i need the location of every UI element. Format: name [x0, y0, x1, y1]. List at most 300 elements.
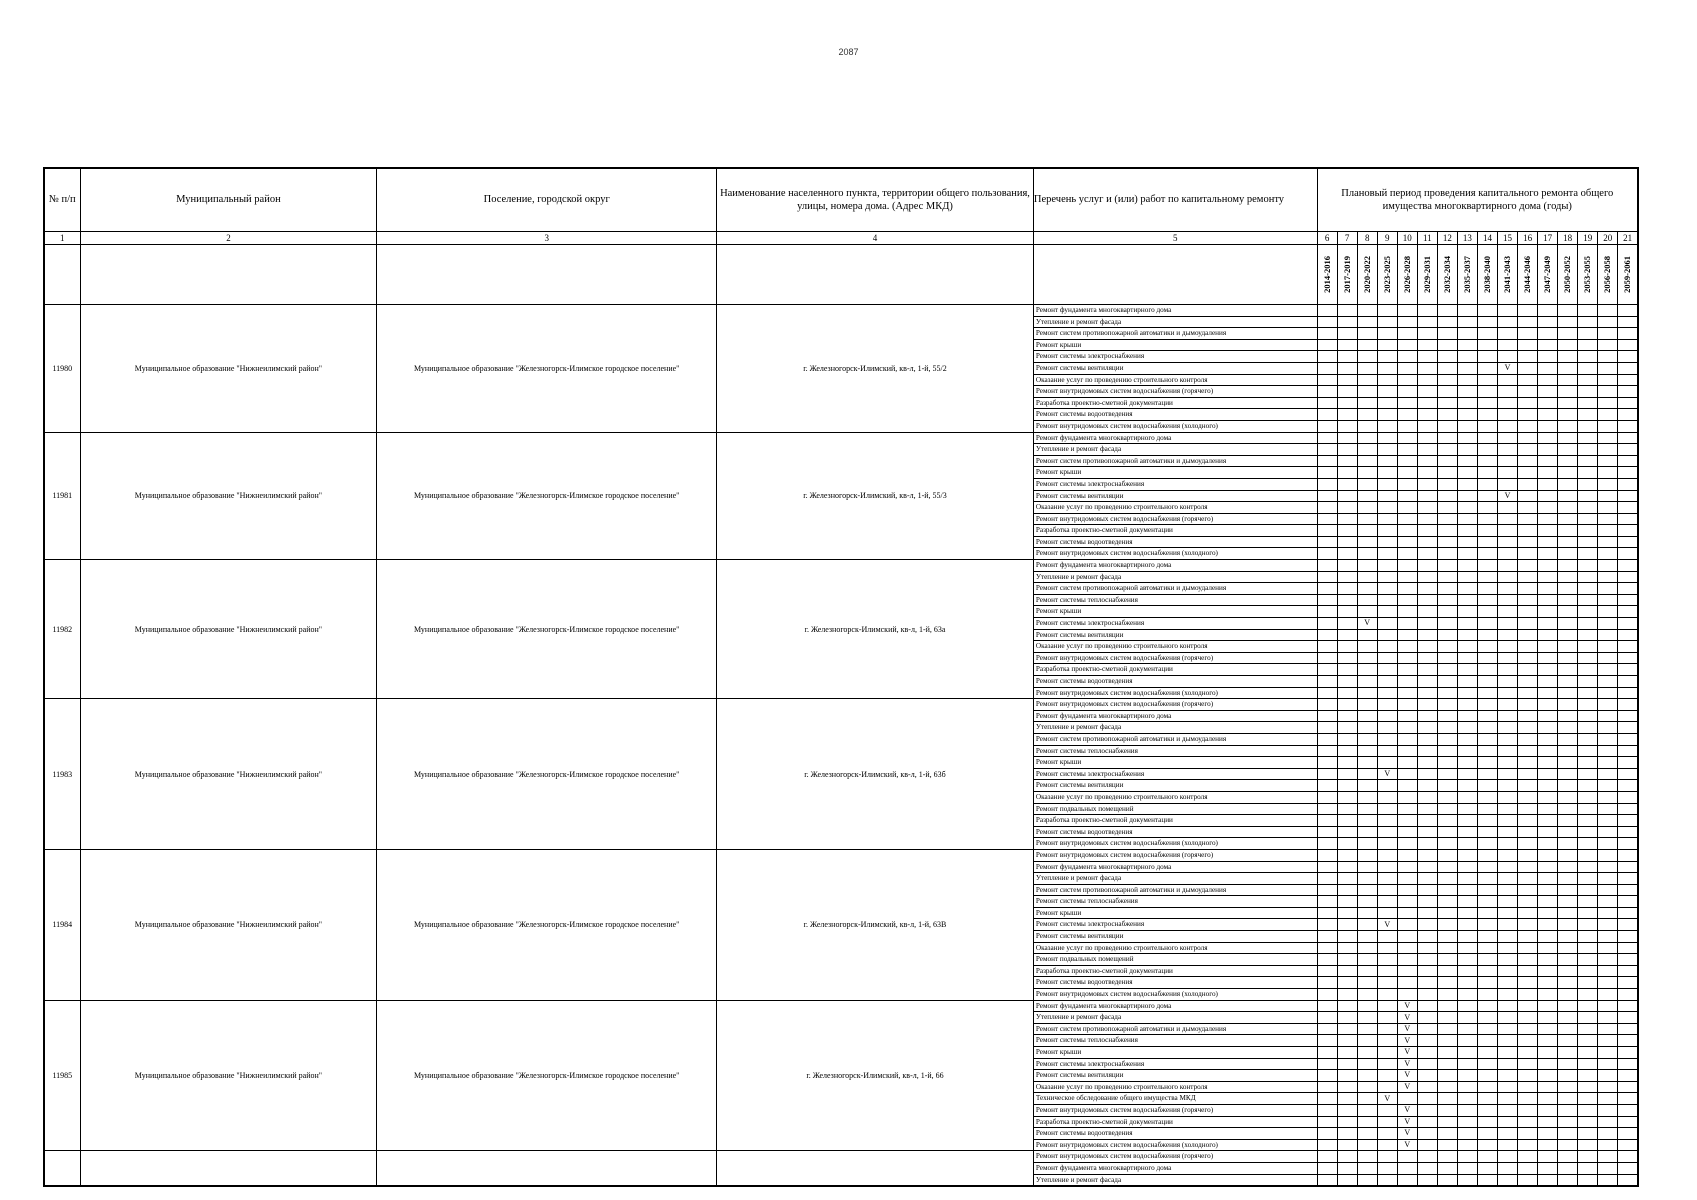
period-cell — [1578, 757, 1598, 769]
period-cell — [1558, 444, 1578, 456]
period-cell — [1558, 478, 1578, 490]
period-cell — [1558, 351, 1578, 363]
period-cell — [1357, 397, 1377, 409]
period-cell — [1578, 629, 1598, 641]
period-cell — [1357, 571, 1377, 583]
period-cell — [1377, 1035, 1397, 1047]
period-cell — [1498, 351, 1518, 363]
period-cell — [1598, 687, 1618, 699]
period-cell — [1498, 536, 1518, 548]
column-number: 11 — [1417, 232, 1437, 245]
period-cell — [1618, 861, 1638, 873]
period-cell — [1337, 1070, 1357, 1082]
period-cell — [1337, 803, 1357, 815]
period-cell — [1477, 1000, 1497, 1012]
period-cell — [1558, 432, 1578, 444]
period-cell — [1558, 1070, 1578, 1082]
work-name: Ремонт фундамента многоквартирного дома — [1033, 305, 1317, 317]
period-cell — [1558, 954, 1578, 966]
period-cell — [1578, 328, 1598, 340]
period-cell — [1417, 1035, 1437, 1047]
period-cell — [1558, 386, 1578, 398]
period-cell — [1477, 513, 1497, 525]
period-cell — [1477, 490, 1497, 502]
period-cell — [1558, 826, 1578, 838]
record-district — [80, 1151, 377, 1186]
period-cell — [1498, 1128, 1518, 1140]
period-cell — [1437, 896, 1457, 908]
period-cell — [1518, 815, 1538, 827]
period-cell — [1337, 907, 1357, 919]
period-cell — [1357, 815, 1377, 827]
work-name: Оказание услуг по проведению строительного контроля — [1033, 641, 1317, 653]
record-settlement: Муниципальное образование "Железногорск-Илимское городское поселение" — [377, 432, 717, 560]
period-cell — [1397, 525, 1417, 537]
period-cell — [1618, 1012, 1638, 1024]
period-cell — [1437, 536, 1457, 548]
period-cell — [1598, 513, 1618, 525]
period-cell — [1618, 722, 1638, 734]
period-cell — [1437, 1047, 1457, 1059]
period-cell — [1437, 873, 1457, 885]
period-cell — [1618, 1023, 1638, 1035]
period-cell — [1598, 1139, 1618, 1151]
work-name: Ремонт подвальных помещений — [1033, 803, 1317, 815]
period-cell — [1518, 478, 1538, 490]
period-cell — [1518, 351, 1538, 363]
period-cell — [1578, 467, 1598, 479]
period-cell — [1558, 1093, 1578, 1105]
period-cell — [1397, 328, 1417, 340]
period-cell — [1357, 502, 1377, 514]
period-cell — [1457, 641, 1477, 653]
period-cell — [1498, 513, 1518, 525]
period-cell — [1538, 455, 1558, 467]
period-cell — [1337, 977, 1357, 989]
period-cell — [1457, 618, 1477, 630]
period-cell — [1397, 490, 1417, 502]
period-cell — [1477, 1162, 1497, 1174]
period-cell — [1357, 513, 1377, 525]
record-address: г. Железногорск-Илимский, кв-л, 1-й, 63В — [717, 849, 1034, 1000]
period-cell — [1538, 977, 1558, 989]
period-cell — [1357, 699, 1377, 711]
period-cell — [1518, 780, 1538, 792]
period-cell — [1317, 1070, 1337, 1082]
planned-mark: V — [1404, 1070, 1411, 1080]
period-cell — [1317, 919, 1337, 931]
period-cell — [1558, 757, 1578, 769]
period-cell — [1598, 1070, 1618, 1082]
period-cell — [1598, 652, 1618, 664]
period-label: 2059-2061 — [1622, 256, 1633, 293]
period-cell — [1337, 490, 1357, 502]
period-cell — [1538, 791, 1558, 803]
period-cell — [1558, 931, 1578, 943]
period-cell — [1357, 1128, 1377, 1140]
period-cell — [1618, 525, 1638, 537]
period-cell — [1457, 989, 1477, 1001]
period-cell — [1417, 594, 1437, 606]
period-cell — [1498, 560, 1518, 572]
period-cell — [1457, 907, 1477, 919]
work-name: Ремонт внутридомовых систем водоснабжения (горячего) — [1033, 699, 1317, 711]
period-cell — [1417, 502, 1437, 514]
period-cell — [1337, 873, 1357, 885]
period-cell — [1437, 305, 1457, 317]
period-cell — [1538, 328, 1558, 340]
work-name: Ремонт системы теплоснабжения — [1033, 1035, 1317, 1047]
period-cell — [1357, 583, 1377, 595]
period-cell — [1317, 664, 1337, 676]
period-cell — [1337, 525, 1357, 537]
work-name: Ремонт фундамента многоквартирного дома — [1033, 432, 1317, 444]
period-cell — [1477, 1093, 1497, 1105]
period-cell — [1377, 815, 1397, 827]
period-cell — [1578, 1162, 1598, 1174]
period-cell — [1417, 397, 1437, 409]
period-cell — [1357, 1023, 1377, 1035]
period-cell — [1357, 1162, 1377, 1174]
period-cell — [1457, 1151, 1477, 1163]
period-cell — [1397, 745, 1417, 757]
period-cell — [1377, 826, 1397, 838]
work-name: Разработка проектно-сметной документации — [1033, 397, 1317, 409]
period-cell — [1397, 1012, 1417, 1024]
period-cell — [1578, 664, 1598, 676]
period-cell — [1417, 733, 1437, 745]
period-cell — [1498, 444, 1518, 456]
period-cell — [1538, 942, 1558, 954]
period-cell — [1578, 478, 1598, 490]
period-cell — [1618, 907, 1638, 919]
period-cell — [1498, 432, 1518, 444]
period-cell — [1498, 1012, 1518, 1024]
period-cell — [1377, 1047, 1397, 1059]
period-cell — [1417, 722, 1437, 734]
period-header — [1498, 245, 1518, 305]
period-cell — [1518, 1058, 1538, 1070]
period-cell — [1558, 328, 1578, 340]
period-cell — [1558, 594, 1578, 606]
period-cell — [1377, 873, 1397, 885]
period-cell — [1477, 1174, 1497, 1186]
period-cell — [1457, 664, 1477, 676]
column-number: 6 — [1317, 232, 1337, 245]
period-cell — [1457, 1128, 1477, 1140]
period-cell — [1377, 710, 1397, 722]
period-cell — [1317, 873, 1337, 885]
column-number: 21 — [1618, 232, 1638, 245]
period-cell — [1457, 339, 1477, 351]
period-cell — [1357, 467, 1377, 479]
period-cell — [1618, 1128, 1638, 1140]
period-cell — [1457, 420, 1477, 432]
period-cell — [1618, 618, 1638, 630]
period-cell — [1598, 849, 1618, 861]
period-cell — [1457, 1000, 1477, 1012]
period-cell — [1317, 386, 1337, 398]
period-cell — [1457, 1023, 1477, 1035]
period-cell — [1477, 954, 1497, 966]
work-name: Ремонт системы электроснабжения — [1033, 478, 1317, 490]
period-cell — [1578, 362, 1598, 374]
period-cell — [1457, 1104, 1477, 1116]
period-cell — [1417, 1093, 1437, 1105]
period-cell — [1457, 1012, 1477, 1024]
period-cell — [1397, 965, 1417, 977]
period-cell — [1518, 374, 1538, 386]
period-cell — [1357, 1151, 1377, 1163]
work-name: Ремонт внутридомовых систем водоснабжения (горячего) — [1033, 1151, 1317, 1163]
period-cell — [1498, 571, 1518, 583]
period-cell — [1457, 1093, 1477, 1105]
period-cell — [1437, 745, 1457, 757]
period-cell — [1498, 1104, 1518, 1116]
period-cell — [1498, 1000, 1518, 1012]
planned-mark: V — [1364, 618, 1371, 628]
period-cell — [1317, 768, 1337, 780]
period-cell — [1598, 989, 1618, 1001]
planned-mark: V — [1504, 490, 1511, 500]
work-name: Ремонт систем противопожарной автоматики и дымоудаления — [1033, 455, 1317, 467]
period-cell — [1598, 1035, 1618, 1047]
period-cell — [1337, 733, 1357, 745]
period-cell — [1518, 490, 1538, 502]
period-cell — [1397, 780, 1417, 792]
period-cell — [1457, 687, 1477, 699]
period-cell — [1397, 513, 1417, 525]
period-cell — [1457, 606, 1477, 618]
work-name: Ремонт системы водоотведения — [1033, 977, 1317, 989]
period-cell — [1498, 1058, 1518, 1070]
period-cell — [1357, 664, 1377, 676]
period-cell — [1578, 397, 1598, 409]
period-cell — [1437, 513, 1457, 525]
work-name: Ремонт внутридомовых систем водоснабжения (холодного) — [1033, 420, 1317, 432]
period-header — [1558, 245, 1578, 305]
work-name: Утепление и ремонт фасада — [1033, 1012, 1317, 1024]
period-cell — [1357, 374, 1377, 386]
period-cell — [1357, 791, 1377, 803]
period-cell — [1558, 768, 1578, 780]
period-cell — [1377, 478, 1397, 490]
period-cell — [1397, 420, 1417, 432]
period-cell — [1457, 803, 1477, 815]
period-cell — [1498, 838, 1518, 850]
period-cell — [1618, 513, 1638, 525]
period-cell — [1337, 455, 1357, 467]
period-cell — [1558, 803, 1578, 815]
period-cell — [1457, 397, 1477, 409]
period-cell — [1598, 954, 1618, 966]
period-cell — [1457, 849, 1477, 861]
period-cell — [1618, 467, 1638, 479]
period-cell — [1377, 351, 1397, 363]
period-cell — [1317, 722, 1337, 734]
period-cell — [1538, 409, 1558, 421]
period-cell — [1397, 1162, 1417, 1174]
period-cell — [1337, 1116, 1357, 1128]
period-cell — [1618, 362, 1638, 374]
period-cell — [1558, 664, 1578, 676]
period-cell — [1518, 954, 1538, 966]
period-cell — [1457, 478, 1477, 490]
period-cell — [1357, 1104, 1377, 1116]
period-cell — [1337, 594, 1357, 606]
period-cell — [1518, 305, 1538, 317]
period-cell — [1437, 838, 1457, 850]
work-name: Ремонт системы электроснабжения — [1033, 351, 1317, 363]
period-label: 2053-2055 — [1582, 256, 1593, 293]
work-name: Утепление и ремонт фасада — [1033, 873, 1317, 885]
period-cell — [1477, 409, 1497, 421]
period-cell — [1457, 873, 1477, 885]
period-cell — [1518, 502, 1538, 514]
period-cell — [1598, 1151, 1618, 1163]
period-cell — [1518, 1139, 1538, 1151]
planned-mark: V — [1404, 1105, 1411, 1115]
period-cell — [1457, 571, 1477, 583]
period-cell — [1477, 351, 1497, 363]
work-row — [44, 560, 1638, 572]
work-name: Ремонт внутридомовых систем водоснабжения (горячего) — [1033, 513, 1317, 525]
period-cell — [1457, 490, 1477, 502]
period-cell — [1417, 1116, 1437, 1128]
period-cell — [1417, 861, 1437, 873]
planned-mark: V — [1384, 769, 1391, 779]
period-cell — [1538, 722, 1558, 734]
period-cell — [1498, 849, 1518, 861]
period-cell — [1498, 316, 1518, 328]
period-cell — [1357, 849, 1377, 861]
period-cell — [1397, 757, 1417, 769]
period-cell — [1518, 664, 1538, 676]
empty-header-cell — [44, 245, 80, 305]
period-cell — [1518, 629, 1538, 641]
period-cell — [1538, 432, 1558, 444]
period-cell — [1518, 1162, 1538, 1174]
period-cell — [1417, 455, 1437, 467]
period-cell — [1558, 502, 1578, 514]
period-cell — [1558, 316, 1578, 328]
period-cell — [1397, 478, 1417, 490]
period-cell — [1377, 362, 1397, 374]
period-cell — [1337, 409, 1357, 421]
period-cell — [1417, 757, 1437, 769]
period-cell — [1538, 1000, 1558, 1012]
period-cell — [1377, 664, 1397, 676]
period-cell — [1317, 849, 1337, 861]
record-number: 11984 — [44, 849, 80, 1000]
period-cell — [1397, 838, 1417, 850]
period-cell — [1498, 884, 1518, 896]
period-cell — [1337, 305, 1357, 317]
period-cell — [1518, 873, 1538, 885]
period-cell — [1417, 1081, 1437, 1093]
period-cell — [1357, 316, 1377, 328]
work-name: Ремонт системы электроснабжения — [1033, 618, 1317, 630]
period-cell — [1498, 525, 1518, 537]
record-district: Муниципальное образование "Нижнеилимский район" — [80, 699, 377, 850]
period-cell — [1457, 467, 1477, 479]
period-cell — [1538, 1081, 1558, 1093]
work-name: Ремонт системы водоотведения — [1033, 409, 1317, 421]
period-cell — [1317, 409, 1337, 421]
work-name: Разработка проектно-сметной документации — [1033, 525, 1317, 537]
period-cell — [1538, 849, 1558, 861]
period-cell — [1377, 583, 1397, 595]
period-cell — [1498, 791, 1518, 803]
planned-mark: V — [1404, 1047, 1411, 1057]
record-address: г. Железногорск-Илимский, кв-л, 1-й, 66 — [717, 1000, 1034, 1151]
period-cell — [1498, 942, 1518, 954]
period-cell — [1357, 977, 1377, 989]
period-cell — [1457, 1162, 1477, 1174]
period-cell — [1357, 1174, 1377, 1186]
period-cell — [1477, 444, 1497, 456]
period-cell — [1417, 699, 1437, 711]
period-cell — [1397, 919, 1417, 931]
period-cell — [1518, 467, 1538, 479]
period-cell — [1437, 525, 1457, 537]
work-row — [44, 849, 1638, 861]
column-number: 4 — [717, 232, 1034, 245]
period-cell — [1417, 1058, 1437, 1070]
period-cell — [1618, 1139, 1638, 1151]
record-settlement — [377, 1151, 717, 1186]
record-settlement: Муниципальное образование "Железногорск-Илимское городское поселение" — [377, 560, 717, 699]
period-cell — [1357, 339, 1377, 351]
period-cell — [1558, 362, 1578, 374]
period-cell — [1317, 1023, 1337, 1035]
period-cell — [1498, 409, 1518, 421]
period-cell — [1498, 594, 1518, 606]
period-cell — [1578, 1023, 1598, 1035]
period-cell — [1417, 884, 1437, 896]
period-cell — [1618, 815, 1638, 827]
period-cell — [1578, 374, 1598, 386]
period-cell — [1457, 1116, 1477, 1128]
period-cell — [1417, 305, 1437, 317]
period-cell — [1578, 931, 1598, 943]
period-cell — [1538, 641, 1558, 653]
period-cell — [1437, 455, 1457, 467]
period-cell — [1437, 757, 1457, 769]
period-cell — [1437, 629, 1457, 641]
period-cell — [1437, 942, 1457, 954]
period-cell — [1437, 478, 1457, 490]
period-cell — [1578, 1047, 1598, 1059]
period-cell — [1477, 618, 1497, 630]
period-cell — [1397, 583, 1417, 595]
work-name: Ремонт внутридомовых систем водоснабжения (холодного) — [1033, 548, 1317, 560]
period-cell — [1598, 803, 1618, 815]
work-row — [44, 305, 1638, 317]
planned-mark: V — [1404, 1000, 1411, 1010]
period-cell — [1558, 1023, 1578, 1035]
period-cell — [1377, 513, 1397, 525]
period-cell — [1397, 977, 1417, 989]
period-cell — [1518, 965, 1538, 977]
period-cell — [1558, 606, 1578, 618]
period-cell — [1377, 733, 1397, 745]
period-cell — [1437, 861, 1457, 873]
period-cell — [1518, 1093, 1538, 1105]
period-cell — [1437, 884, 1457, 896]
period-cell — [1457, 560, 1477, 572]
period-cell — [1337, 1058, 1357, 1070]
